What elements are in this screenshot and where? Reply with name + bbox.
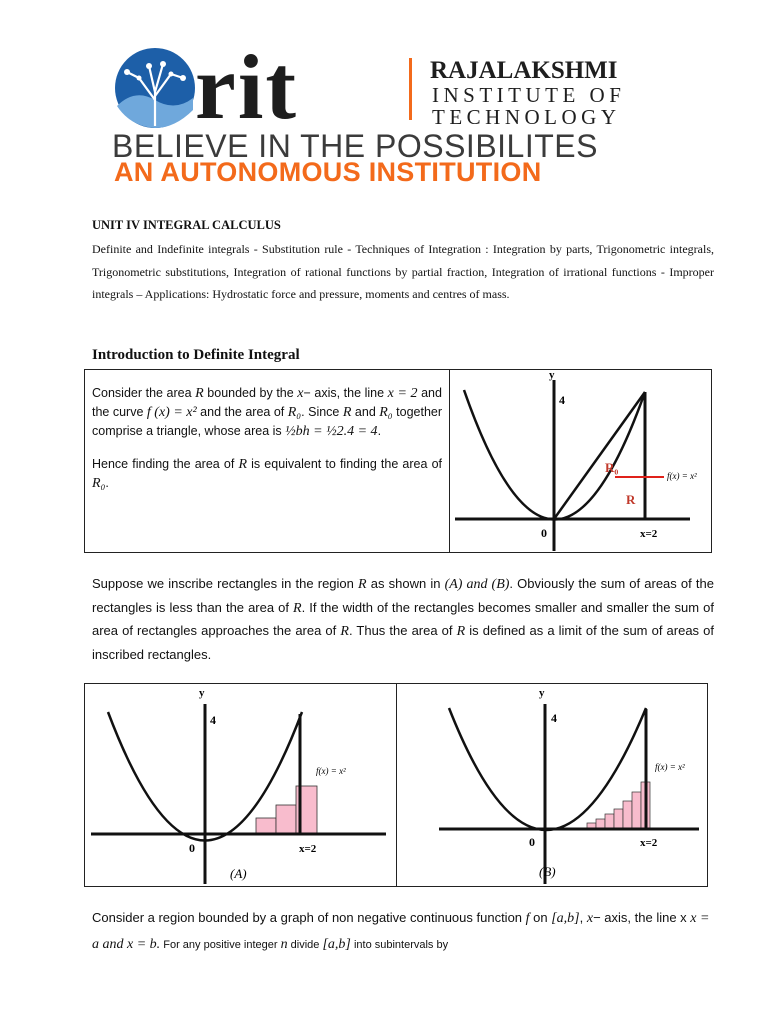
r0-label: R₀	[605, 460, 619, 475]
x-mark-label: x=2	[640, 528, 658, 540]
caption-b: (B)	[539, 864, 556, 879]
inscribed-rectangles-paragraph: Suppose we inscribe rectangles in the region R as shown in (A) and (B). Obviously the sum of areas of the rectangles is less than the area of R. If the width of the rectangles becomes smaller and smaller the sum of area of rectangles approaches the area of R. Thus the area of R is defined as a limit of the sum of areas of inscribed rectangles.	[92, 576, 714, 662]
area-diagram	[450, 370, 710, 552]
y-label: y	[199, 687, 205, 699]
section-heading: Introduction to Definite Integral	[92, 347, 300, 363]
curve-label: f(x) = x²	[316, 766, 346, 776]
curve-label: f(x) = x²	[655, 762, 685, 772]
tick-4: 4	[551, 711, 557, 725]
logo-name-line3: TECHNOLOGY	[432, 105, 621, 129]
y-label: y	[539, 687, 545, 699]
r-label: R	[626, 492, 636, 507]
slogan: BELIEVE IN THE POSSIBILITES	[112, 128, 598, 164]
logo-name-line1: RAJALAKSHMI	[430, 57, 618, 84]
tick-4: 4	[559, 393, 565, 407]
y-label: y	[549, 370, 555, 381]
tree-globe-icon	[115, 48, 195, 128]
syllabus-text: Definite and Indefinite integrals - Substitution rule - Techniques of Integration : Integration by parts, Trigonometric integrals, Trigonometric substitutions, Integration of rational functions by partial fraction, Integration of irrational functions - Improper integrals – Applications: Hydrostatic force and pressure, moments and centres of mass.	[92, 242, 714, 301]
origin-label: 0	[189, 841, 195, 855]
caption-a: (A)	[230, 866, 247, 881]
tagline: AN AUTONOMOUS INSTITUTION	[114, 157, 542, 187]
region-definition-paragraph: Consider a region bounded by a graph of non negative continuous function f on [a,b], x− axis, the line x x = a and x = b. For any positive integer n divide [a,b] into subintervals by	[92, 910, 710, 952]
origin-label: 0	[541, 526, 547, 540]
origin-label: 0	[529, 835, 535, 849]
logo-mark: rit	[195, 48, 299, 130]
tick-4: 4	[210, 713, 216, 727]
unit-title: UNIT IV INTEGRAL CALCULUS	[92, 218, 281, 232]
rectangles-graph-b	[397, 684, 706, 886]
inscribed-rectangles-b	[587, 782, 650, 829]
x-mark-label: x=2	[299, 843, 317, 855]
institution-logo	[105, 48, 695, 130]
intro-box-text: Consider the area R bounded by the x− axis, the line x = 2 and the curve f (x) = x² and the area of R₀. Since R and R₀ together comprise a triangle, whose area is ½bh = ½2.4 = 4. Hence finding the area of R is equivalent to finding the area of R₀.	[92, 386, 443, 491]
curve-label: f(x) = x²	[667, 471, 697, 481]
logo-name-line2: INSTITUTE OF	[432, 83, 626, 107]
logo-separator	[409, 58, 412, 120]
x-mark-label: x=2	[640, 837, 658, 849]
rectangles-graph-a	[86, 684, 396, 886]
